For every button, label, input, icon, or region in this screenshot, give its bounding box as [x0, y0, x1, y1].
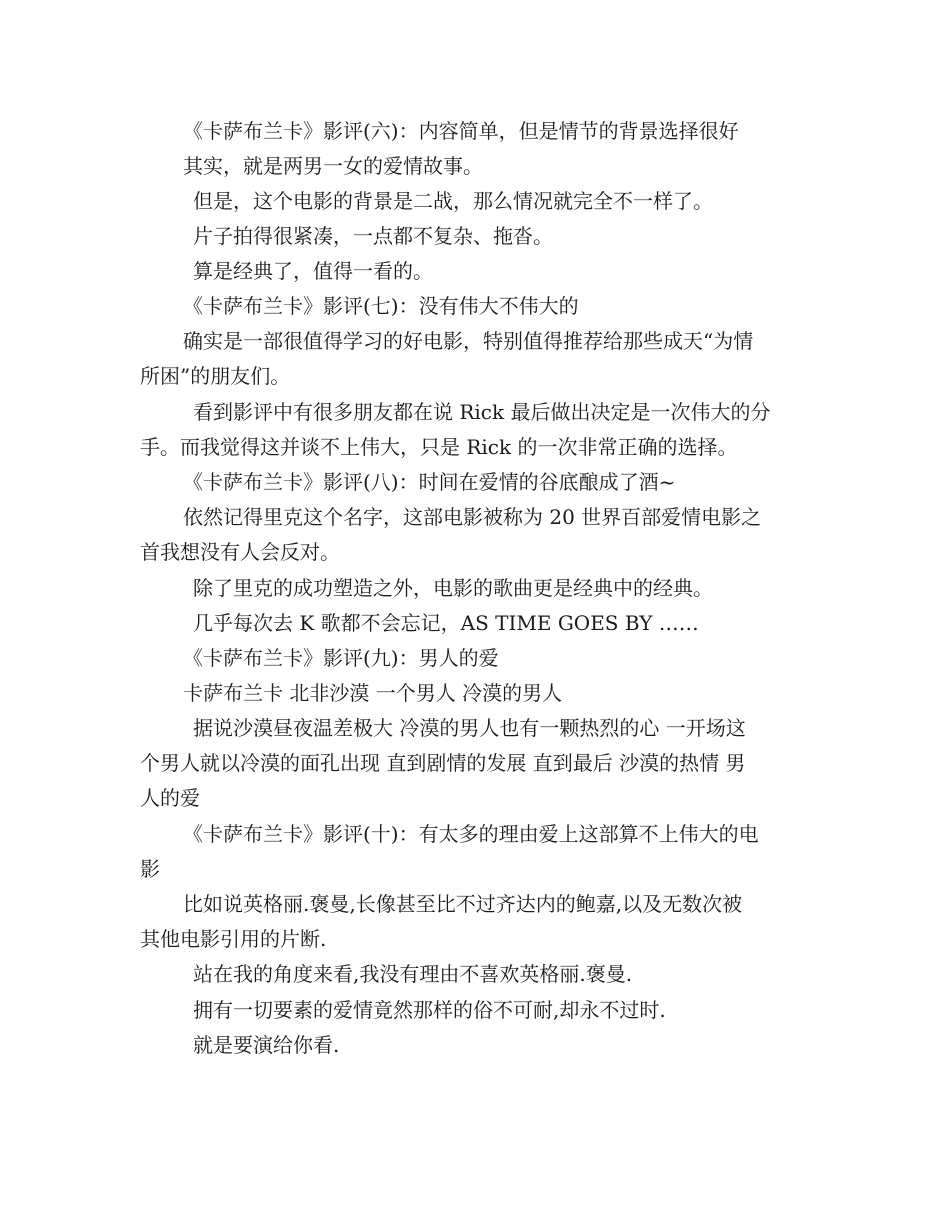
text-line: 就是要演给你看. [193, 1033, 340, 1057]
text-line: 站在我的角度来看,我没有理由不喜欢英格丽.褒曼. [193, 962, 633, 986]
text-line: 比如说英格丽.褒曼,长像甚至比不过齐达内的鲍嘉,以及无数次被 [183, 892, 743, 916]
review-7-heading: 《卡萨布兰卡》影评(七)：没有伟大不伟大的 [183, 294, 579, 318]
text-line: 几乎每次去 K 歌都不会忘记，AS TIME GOES BY …… [193, 611, 699, 635]
text-line: 除了里克的成功塑造之外，电影的歌曲更是经典中的经典。 [193, 576, 713, 600]
text-line: 人的爱 [140, 786, 200, 810]
text-line: 其实，就是两男一女的爱情故事。 [183, 154, 483, 178]
text-line: 所困”的朋友们。 [140, 364, 291, 388]
text-line: 卡萨布兰卡 北非沙漠 一个男人 冷漠的男人 [183, 681, 563, 705]
review-6-heading: 《卡萨布兰卡》影评(六)：内容简单，但是情节的背景选择很好 [183, 119, 739, 143]
review-8-heading: 《卡萨布兰卡》影评(八)：时间在爱情的谷底酿成了酒~ [183, 470, 676, 494]
review-10-heading: 《卡萨布兰卡》影评(十)：有太多的理由爱上这部算不上伟大的电 [183, 822, 759, 846]
text-line: 其他电影引用的片断. [140, 927, 327, 951]
text-line: 算是经典了，值得一看的。 [193, 259, 433, 283]
text-line: 据说沙漠昼夜温差极大 冷漠的男人也有一颗热烈的心 一开场这 [193, 716, 746, 740]
text-line: 拥有一切要素的爱情竟然那样的俗不可耐,却永不过时. [193, 998, 666, 1022]
text-line: 依然记得里克这个名字，这部电影被称为 20 世界百部爱情电影之 [183, 505, 762, 529]
text-line: 手。而我觉得这并谈不上伟大，只是 Rick 的一次非常正确的选择。 [140, 435, 738, 459]
text-line: 确实是一部很值得学习的好电影，特别值得推荐给那些成天“为情 [183, 329, 754, 353]
text-line: 但是，这个电影的背景是二战，那么情况就完全不一样了。 [193, 189, 713, 213]
text-line: 看到影评中有很多朋友都在说 Rick 最后做出决定是一次伟大的分 [193, 400, 771, 424]
text-line: 影 [140, 857, 160, 881]
text-line: 个男人就以冷漠的面孔出现 直到剧情的发展 直到最后 沙漠的热情 男 [140, 751, 746, 775]
review-9-heading: 《卡萨布兰卡》影评(九)：男人的爱 [183, 646, 499, 670]
text-line: 片子拍得很紧凑，一点都不复杂、拖沓。 [193, 224, 553, 248]
text-line: 首我想没有人会反对。 [140, 540, 340, 564]
